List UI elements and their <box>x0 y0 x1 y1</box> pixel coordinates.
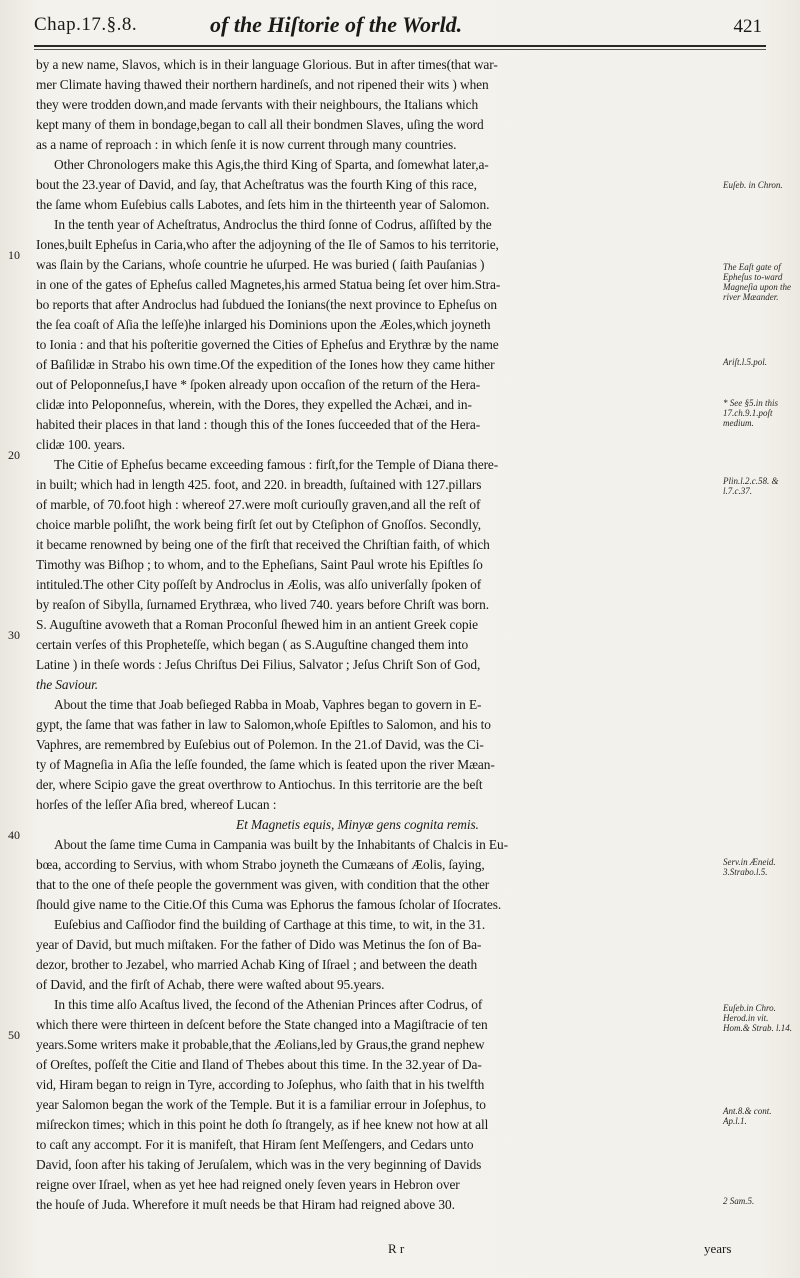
text-line: of David, and the firſt of Achab, there were waſted about 95.years. <box>36 977 385 992</box>
line-number: 20 <box>8 448 20 462</box>
text-line: ſhould give name to the Citie.Of this Cuma was Ephorus the famous ſcholar of Iſocrates. <box>36 897 502 912</box>
catchword: years <box>704 1241 732 1256</box>
margin-note: Euſeb. in Chron. <box>723 180 783 190</box>
line-number: 40 <box>8 828 20 842</box>
chapter-reference: Chap.17.§.8. <box>34 14 138 35</box>
page-number: 421 <box>733 16 762 37</box>
line-number: 50 <box>8 1028 20 1042</box>
text-line: Vaphres, are remembred by Euſebius out of Polemon. In the 21.of David, was the Ci- <box>36 737 484 752</box>
text-line: habited their places in that land : though this of the Iones ſucceeded that of the Hera- <box>36 417 481 432</box>
text-line: years.Some writers make it probable,that the Æolians,led by Graus,the grand nephew <box>36 1037 485 1052</box>
text-line: bœa, according to Servius, with whom Strabo joyneth the Cumæans of Æolis, ſaying, <box>36 857 485 872</box>
text-line: kept many of them in bondage,began to call all their bondmen Slaves, uſing the word <box>36 117 484 132</box>
text-line: About the time that Joab beſieged Rabba in Moab, Vaphres began to govern in E- <box>54 697 482 712</box>
text-line: to caſt any accompt. For it is manifeſt, that Hiram ſent Meſſengers, and Cedars unto <box>36 1137 474 1152</box>
margin-note: Euſeb.in Chro. Herod.in vit. Hom.& Strab. l.14. <box>723 1003 793 1033</box>
text-line: dezor, brother to Jezabel, who married Achab King of Iſrael ; and between the death <box>36 957 478 972</box>
text-line: In this time alſo Acaſtus lived, the ſecond of the Athenian Princes after Codrus, of <box>54 997 483 1012</box>
text-line: horſes of the leſſer Aſia bred, whereof Lucan : <box>36 797 277 812</box>
text-line: in one of the gates of Epheſus called Magnetes,his armed Statua being ſet over him.Stra- <box>36 277 501 292</box>
text-line: certain verſes of this Propheteſſe, which began ( as S.Auguſtine changed them into <box>36 637 469 652</box>
text-line: Timothy was Biſhop ; to whom, and to the Epheſians, Saint Paul wrote his Epiſtles ſo <box>36 557 483 572</box>
text-line: About the ſame time Cuma in Campania was built by the Inhabitants of Chalcis in Eu- <box>54 837 508 852</box>
margin-note: Ariſt.l.5.pol. <box>723 357 768 367</box>
signature-mark: R r <box>388 1241 405 1256</box>
text-line: Latine ) in theſe words : Jeſus Chriſtus Dei Filius, Salvator ; Jeſus Chriſt Son of God, <box>36 657 481 672</box>
header-rule <box>34 45 766 47</box>
margin-note: Serv.in Æneid. 3.Strabo.l.5. <box>723 857 776 877</box>
text-line: bout the 23.year of David, and ſay, that Acheſtratus was the fourth King of this race, <box>36 177 477 192</box>
text-line: clidæ 100. years. <box>36 437 126 452</box>
text-line: of Oreſtes, poſſeſt the Citie and Iland of Thebes about this time. In the 32.year of Da- <box>36 1057 482 1072</box>
text-line: the ſame whom Euſebius calls Labotes, and ſets him in the thirteenth year of Salomon. <box>36 197 490 212</box>
text-line: that to the one of theſe people the government was given, with condition that the other <box>36 877 490 892</box>
text-line: mer Climate having thawed their northern hardineſs, and not ripened their wits ) when <box>36 77 489 92</box>
text-line: The Citie of Epheſus became exceeding famous : firſt,for the Temple of Diana there- <box>54 457 499 472</box>
text-line: reigne over Iſrael, when as yet hee had reigned onely ſeven years in Hebron over <box>36 1177 460 1192</box>
text-line: Euſebius and Caſſiodor find the building of Carthage at this time, to wit, in the 31. <box>54 917 486 932</box>
text-line: year of David, but much miſtaken. For the father of Dido was Metinus the ſon of Ba- <box>36 937 482 952</box>
text-line: miſreckon times; which in this point he doth ſo ſtrangely, as if hee knew not how at all <box>36 1117 489 1132</box>
text-line: In the tenth year of Acheſtratus, Androclus the third ſonne of Codrus, aſſiſted by the <box>54 217 492 232</box>
text-line: of Baſilidæ in Strabo his own time.Of the expedition of the Iones how they came hither <box>36 357 495 372</box>
text-line: it became renowned by being one of the firſt that received the Chriſtian faith, of which <box>36 537 490 552</box>
margin-note: * See §5.in this 17.ch.9.1.poſt medium. <box>723 398 778 428</box>
main-text <box>36 55 716 1270</box>
text-line: ty of Magneſia in Aſia the leſſe founded, the ſame which is ſeated upon the river Mæan- <box>36 757 495 772</box>
text-line: in built; which had in length 425. foot, and 220. in breadth, ſuſtained with 127.pillars <box>36 477 482 492</box>
text-line: choice marble poliſht, the work being firſt ſet out by Cteſiphon of Gnoſſos. Secondly, <box>36 517 481 532</box>
text-line: intituled.The other City poſſeſt by Androclus in Æolis, was alſo univerſally ſpoken of <box>36 577 482 592</box>
text-line: gypt, the ſame that was father in law to Salomon,whoſe Epiſtles to Salomon, and his to <box>36 717 491 732</box>
header-rule-thin <box>34 49 766 50</box>
text-line: the ſea coaſt of Aſia the leſſe)he inlarged his Dominions upon the Æoles,which joyneth <box>36 317 491 332</box>
text-line: bo reports that after Androclus had ſubdued the Ionians(the next province to Epheſus on <box>36 297 497 312</box>
margin-note: 2 Sam.5. <box>723 1196 755 1206</box>
verse-quote: Et Magnetis equis, Minyæ gens cognita remis. <box>236 817 479 832</box>
text-line: der, where Scipio gave the great overthrow to Antiochus. In this territorie are the beſt <box>36 777 483 792</box>
text-line: the houſe of Juda. Wherefore it muſt needs be that Hiram had reigned above 30. <box>36 1197 455 1212</box>
text-line: vid, Hiram began to reign in Tyre, according to Joſephus, who ſaith that in his twelfth <box>36 1077 485 1092</box>
text-line: S. Auguſtine avoweth that a Roman Proconſul ſhewed him in an antient Greek copie <box>36 617 478 632</box>
text-line: Other Chronologers make this Agis,the third King of Sparta, and ſomewhat later,a- <box>54 157 489 172</box>
text-line: was ſlain by the Carians, whoſe countrie he uſurped. He was buried ( ſaith Pauſanias ) <box>36 257 485 272</box>
text-line: they were trodden down,and made ſervants with their neighbours, the Italians which <box>36 97 479 112</box>
text-line: which there were thirteen in deſcent before the State changed into a Magiſtracie of ten <box>36 1017 488 1032</box>
text-line: by reaſon of Sibylla, ſurnamed Erythræa, who lived 740. years before Chriſt was born. <box>36 597 489 612</box>
text-line: out of Peloponneſus,I have * ſpoken already upon occaſion of the return of the Hera- <box>36 377 481 392</box>
margin-note: Ant.8.& cont. Ap.l.1. <box>723 1106 772 1126</box>
line-number: 30 <box>8 628 20 642</box>
text-line: clidæ into Peloponneſus, wherein, with the Dores, they expelled the Achæi, and in- <box>36 397 472 412</box>
text-line: by a new name, Slavos, which is in their language Glorious. But in after times(that war- <box>36 57 498 72</box>
running-header <box>34 10 764 44</box>
margin-note: Plin.l.2.c.58. & l.7.c.37. <box>723 476 779 496</box>
text-line: as a name of reproach : in which ſenſe it is now current through many countries. <box>36 137 457 152</box>
text-line: Iones,built Epheſus in Caria,who after the adjoyning of the Ile of Samos to his territorie, <box>36 237 499 252</box>
text-line: David, ſoon after his taking of Jeruſalem, which was in the very beginning of Davids <box>36 1157 482 1172</box>
text-line: to Ionia : and that his poſteritie governed the Cities of Epheſus and Erythræ by the name <box>36 337 499 352</box>
text-line: year Salomon began the work of the Temple. But it is a familiar errour in Joſephus, to <box>36 1097 486 1112</box>
margin-note: The Eaſt gate of Epheſus to-ward Magneſia upon the river Mæander. <box>723 262 791 302</box>
text-line: of marble, of 70.foot high : whereof 27.were moſt curiouſly graven,and all the reſt of <box>36 497 481 512</box>
running-title: of the Hiſtorie of the World. <box>210 12 463 37</box>
line-number: 10 <box>8 248 20 262</box>
text-line: the Saviour. <box>36 677 99 692</box>
